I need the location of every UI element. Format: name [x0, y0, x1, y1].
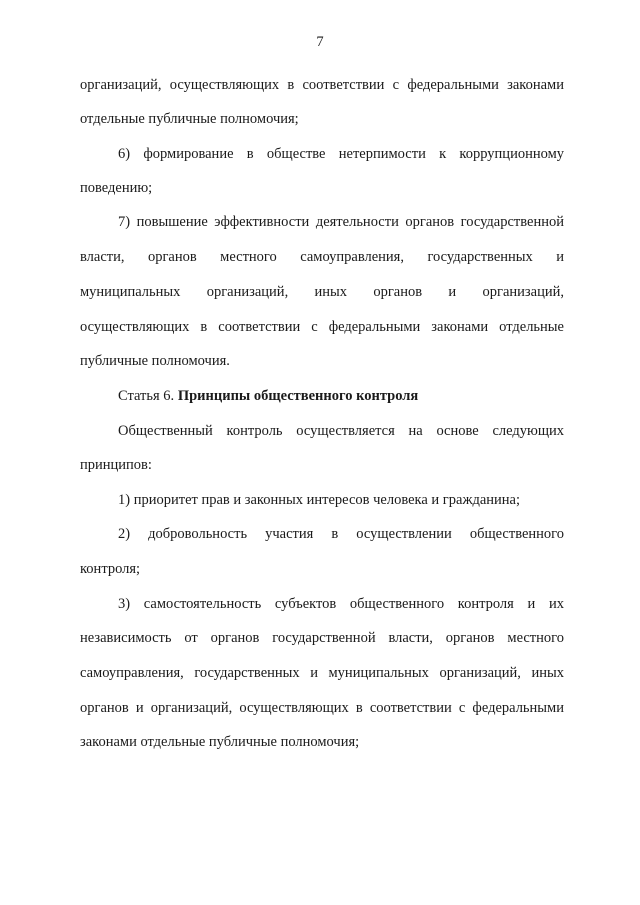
text-line-15: контроля; [80, 561, 141, 577]
text-line-8: осуществляющих в соответствии с федеральными законами отдельные [80, 319, 564, 335]
page-number: 7 [316, 34, 324, 50]
text-line-13: 1) приоритет прав и законных интересов человека и гражданина; [118, 492, 521, 508]
text-line-7: муниципальных организаций, иных органов и организаций, [80, 284, 564, 300]
text-line-18: самоуправления, государственных и муниципальных организаций, иных [80, 665, 564, 681]
text-line-17: независимость от органов государственной власти, органов местного [80, 630, 564, 646]
text-line-2: отдельные публичные полномочия; [80, 111, 299, 127]
text-line-6: власти, органов местного самоуправления, государственных и [80, 249, 564, 265]
article-title: Принципы общественного контроля [177, 388, 419, 404]
article-heading [118, 387, 418, 405]
article-number: Статья 6. [118, 388, 178, 404]
text-line-16: 3) самостоятельность субъектов общественного контроля и их [118, 596, 564, 612]
text-line-11: Общественный контроль осуществляется на основе следующих [118, 423, 564, 439]
text-line-1: организаций, осуществляющих в соответствии с федеральными законами [80, 77, 564, 93]
text-line-5: 7) повышение эффективности деятельности органов государственной [118, 214, 564, 230]
text-line-9: публичные полномочия. [80, 353, 230, 369]
text-line-14: 2) добровольность участия в осуществлении общественного [118, 526, 564, 542]
text-line-4: поведению; [80, 180, 153, 196]
text-line-3: 6) формирование в обществе нетерпимости к коррупционному [118, 146, 564, 162]
text-line-12: принципов: [80, 457, 152, 473]
text-line-20: законами отдельные публичные полномочия; [80, 734, 360, 750]
text-line-19: органов и организаций, осуществляющих в соответствии с федеральными [80, 700, 564, 716]
